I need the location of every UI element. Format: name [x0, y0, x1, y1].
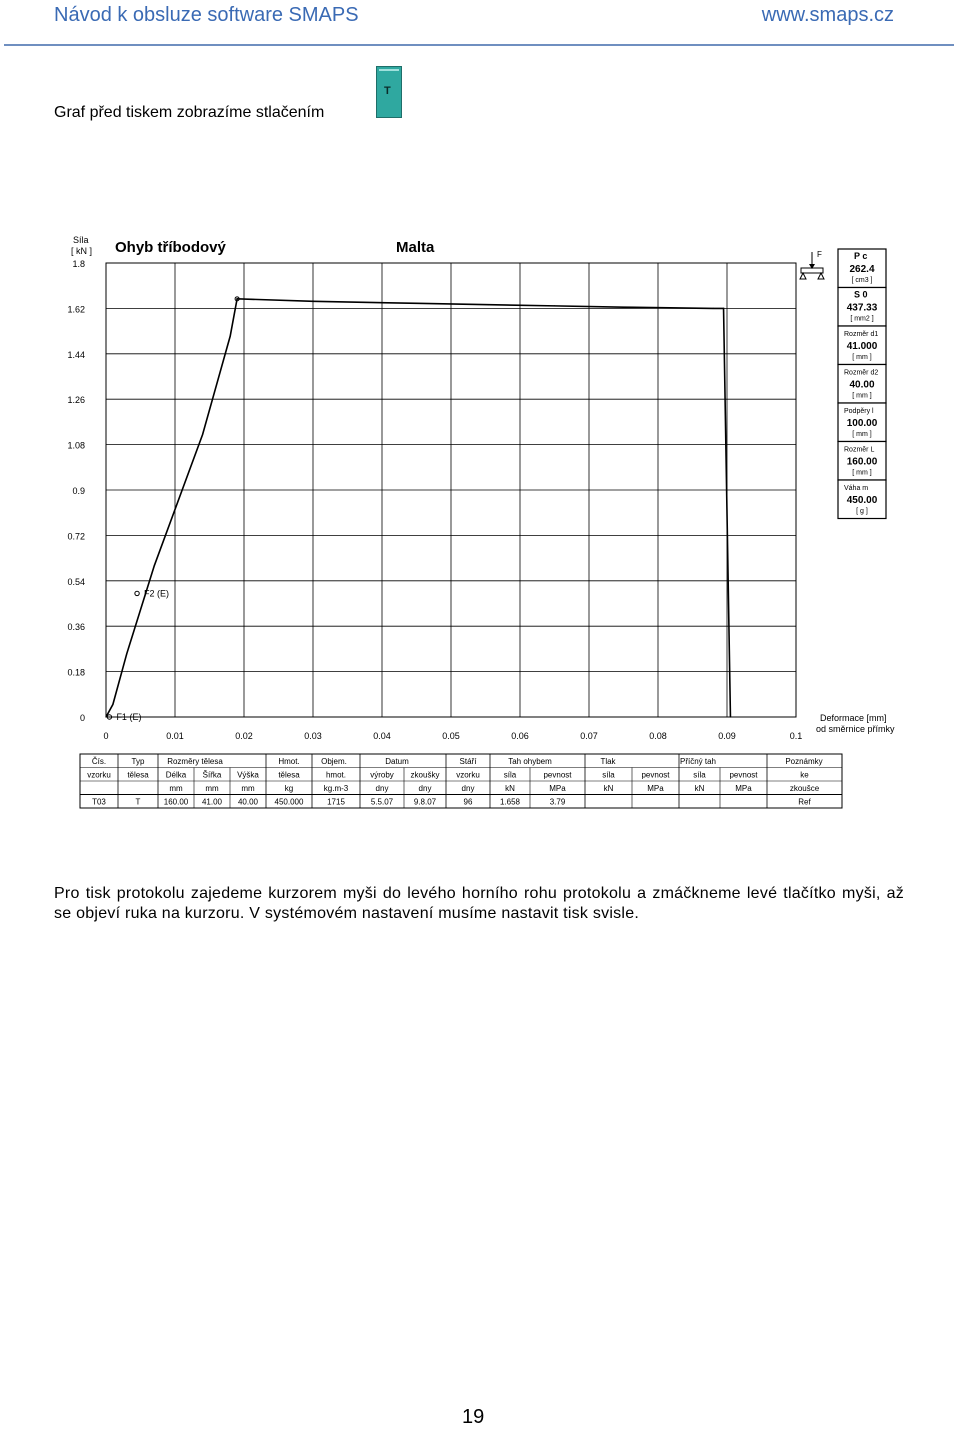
- x-tick-label: 0.06: [511, 731, 529, 741]
- chart-subtitle: Malta: [396, 239, 435, 256]
- table-subheader-cell: vzorku: [456, 770, 480, 780]
- table-subheader-cell: ke: [800, 770, 809, 780]
- annotation-label: F1 (E): [116, 712, 142, 722]
- side-panel-label: Rozměr d2: [844, 369, 879, 377]
- header-url[interactable]: www.smaps.cz: [761, 4, 894, 26]
- side-panel-unit: [ cm3 ]: [851, 277, 873, 284]
- data-point: [202, 434, 203, 435]
- y-tick-label: 0.9: [72, 486, 85, 496]
- x-tick-label: 0.02: [235, 731, 253, 741]
- intro-text: Graf před tiskem zobrazíme stlačením: [54, 104, 325, 121]
- y-tick-label: 1.08: [67, 440, 85, 451]
- side-panel-label: Rozměr L: [844, 446, 875, 454]
- data-point: [623, 307, 624, 308]
- data-point: [126, 653, 127, 654]
- table-unit-cell: kN: [694, 784, 705, 793]
- data-point: [723, 308, 724, 309]
- table-subheader-cell: vzorku: [87, 770, 111, 780]
- data-point: [416, 303, 417, 304]
- side-panel-unit: [ mm ]: [852, 392, 872, 400]
- side-panel-unit: [ mm ]: [852, 469, 872, 477]
- side-panel-unit: [ mm2 ]: [850, 315, 874, 323]
- data-point: [237, 298, 238, 299]
- x-tick-label: 0.08: [649, 731, 667, 741]
- y-tick-label: 0: [79, 713, 85, 723]
- x-tick-label: 0.05: [442, 731, 460, 741]
- y-tick-label: 1.8: [72, 259, 85, 269]
- table-header-cell: Typ: [131, 757, 145, 766]
- table-subheader-cell: Šířka: [202, 770, 222, 780]
- side-panel-label: Rozměr d1: [844, 331, 879, 338]
- table-unit-cell: dny: [375, 784, 389, 793]
- table-subheader-cell: síla: [693, 770, 706, 780]
- table-unit-cell: mm: [169, 784, 183, 793]
- chart-title: Ohyb tříbodový: [115, 239, 226, 256]
- y-tick-label: 0.18: [67, 667, 85, 678]
- y-tick-label: 1.26: [67, 395, 85, 406]
- table-subheader-cell: pevnost: [641, 770, 670, 780]
- x-tick-label: 0.09: [718, 731, 736, 741]
- side-panel-value: 160.00: [846, 456, 878, 468]
- table-subheader-cell: síla: [503, 770, 517, 780]
- table-data-cell: 96: [463, 797, 473, 807]
- body-paragraph: Pro tisk protokolu zajedeme kurzorem myši do levého horního rohu protokolu a zmáčkneme levé tlačítko myši, až se objeví ruka na kurzoru. V systémovém nastavení musíme nastavit tisk svisle.: [54, 885, 904, 922]
- load-label: F: [817, 250, 822, 259]
- table-unit-cell: MPa: [735, 784, 752, 793]
- table-unit-cell: dny: [461, 784, 475, 793]
- data-point: [154, 565, 155, 566]
- side-panel-label: S 0: [854, 289, 868, 300]
- table-subheader-cell: výroby: [370, 770, 394, 780]
- data-point: [713, 308, 714, 309]
- side-panel-unit: [ mm ]: [852, 431, 872, 438]
- table-data-cell: Ref: [798, 797, 811, 807]
- page-number: 19: [462, 1406, 485, 1428]
- table-unit-cell: mm: [205, 784, 219, 793]
- print-button-label: T: [384, 85, 391, 97]
- side-panel-label: Váha m: [844, 485, 869, 492]
- side-panel-label: Podpěry l: [844, 408, 874, 415]
- side-panel-unit: [ g ]: [856, 508, 868, 515]
- table-header-cell: Poznámky: [785, 757, 823, 766]
- table-subheader-cell: Výška: [237, 770, 259, 780]
- series-line: [106, 299, 730, 717]
- table-data-cell: 1.658: [499, 797, 521, 807]
- y-tick-label: 1.62: [67, 304, 85, 315]
- side-panel-value: 41.000: [846, 341, 878, 352]
- side-panel-value: 100.00: [846, 418, 878, 429]
- table-subheader-cell: pevnost: [543, 770, 572, 780]
- table-unit-cell: kg.m-3: [323, 784, 349, 793]
- x-tick-label: 0.04: [373, 731, 391, 741]
- x-tick-label: 0.07: [580, 731, 598, 741]
- support-right-icon: [818, 273, 824, 279]
- table-subheader-cell: tělesa: [127, 770, 149, 780]
- data-point: [554, 305, 555, 306]
- table-header-cell: Hmot.: [278, 757, 300, 766]
- side-panel-unit: [ mm ]: [852, 354, 872, 361]
- table-subheader-cell: Délka: [165, 770, 187, 780]
- side-panel-value: 40.00: [849, 379, 875, 391]
- data-point: [230, 336, 231, 337]
- table-unit-cell: mm: [241, 784, 255, 793]
- y-tick-label: 0.36: [67, 622, 85, 633]
- table-header-cell: Příčný tah: [679, 757, 717, 766]
- y-tick-label: 1.44: [67, 349, 85, 360]
- y-axis-label: Síla: [73, 235, 89, 245]
- side-panel-value: 262.4: [849, 264, 875, 275]
- table-subheader-cell: síla: [602, 770, 615, 780]
- table-data-cell: 41.00: [201, 797, 223, 807]
- x-axis-label: Deformace [mm]: [820, 713, 887, 723]
- annotation-label: F2 (E): [144, 588, 170, 599]
- table-subheader-cell: hmot.: [325, 770, 347, 780]
- header-title: Návod k obsluze software SMAPS: [54, 4, 359, 26]
- data-point: [730, 716, 731, 717]
- table-header-cell: Tah ohybem: [508, 757, 552, 766]
- data-point: [112, 704, 113, 705]
- table-data-cell: 160.00: [163, 797, 189, 807]
- y-tick-label: 0.54: [67, 576, 85, 587]
- table-data-cell: 3.79: [549, 797, 566, 807]
- y-axis-unit: [ kN ]: [71, 246, 93, 256]
- table-header-cell: Stáří: [459, 757, 477, 766]
- table-unit-cell: zkoušce: [789, 784, 820, 793]
- table-unit-cell: kg: [284, 784, 294, 793]
- table-header-cell: Datum: [385, 757, 409, 766]
- y-tick-label: 0.72: [67, 531, 85, 542]
- table-header-cell: Tlak: [600, 757, 616, 766]
- x-tick-label: 0.03: [304, 731, 322, 741]
- data-point: [105, 716, 106, 717]
- table-data-cell: 9.8.07: [413, 797, 437, 807]
- data-point: [312, 301, 313, 302]
- table-unit-cell: MPa: [647, 784, 664, 793]
- x-tick-label: 0: [103, 731, 109, 741]
- side-panel-label: P c: [854, 251, 868, 261]
- x-tick-label: 0.1: [789, 731, 803, 741]
- table-unit-cell: MPa: [549, 784, 566, 793]
- table-data-cell: 1715: [327, 797, 345, 807]
- x-axis-label-secondary: od směrnice přímky: [816, 724, 895, 734]
- table-data-cell: 5.5.07: [370, 797, 394, 807]
- table-subheader-cell: pevnost: [729, 770, 758, 780]
- table-data-cell: 40.00: [237, 797, 259, 807]
- table-header-cell: Čís.: [91, 757, 107, 766]
- table-header-cell: Rozměry tělesa: [167, 757, 223, 766]
- table-unit-cell: kN: [505, 784, 515, 793]
- table-header-cell: Objem.: [321, 757, 347, 766]
- side-panel-value: 450.00: [846, 495, 878, 506]
- table-data-cell: 450.000: [274, 797, 304, 807]
- table-unit-cell: kN: [603, 784, 614, 793]
- annotation-marker: [135, 591, 139, 595]
- table-unit-cell: dny: [418, 784, 432, 793]
- x-tick-label: 0.01: [166, 731, 184, 741]
- table-data-cell: T: [135, 797, 141, 807]
- table-subheader-cell: zkoušky: [410, 770, 440, 780]
- support-left-icon: [800, 273, 806, 279]
- table-data-cell: T03: [92, 797, 106, 807]
- table-subheader-cell: tělesa: [278, 770, 300, 780]
- side-panel-value: 437.33: [846, 302, 878, 314]
